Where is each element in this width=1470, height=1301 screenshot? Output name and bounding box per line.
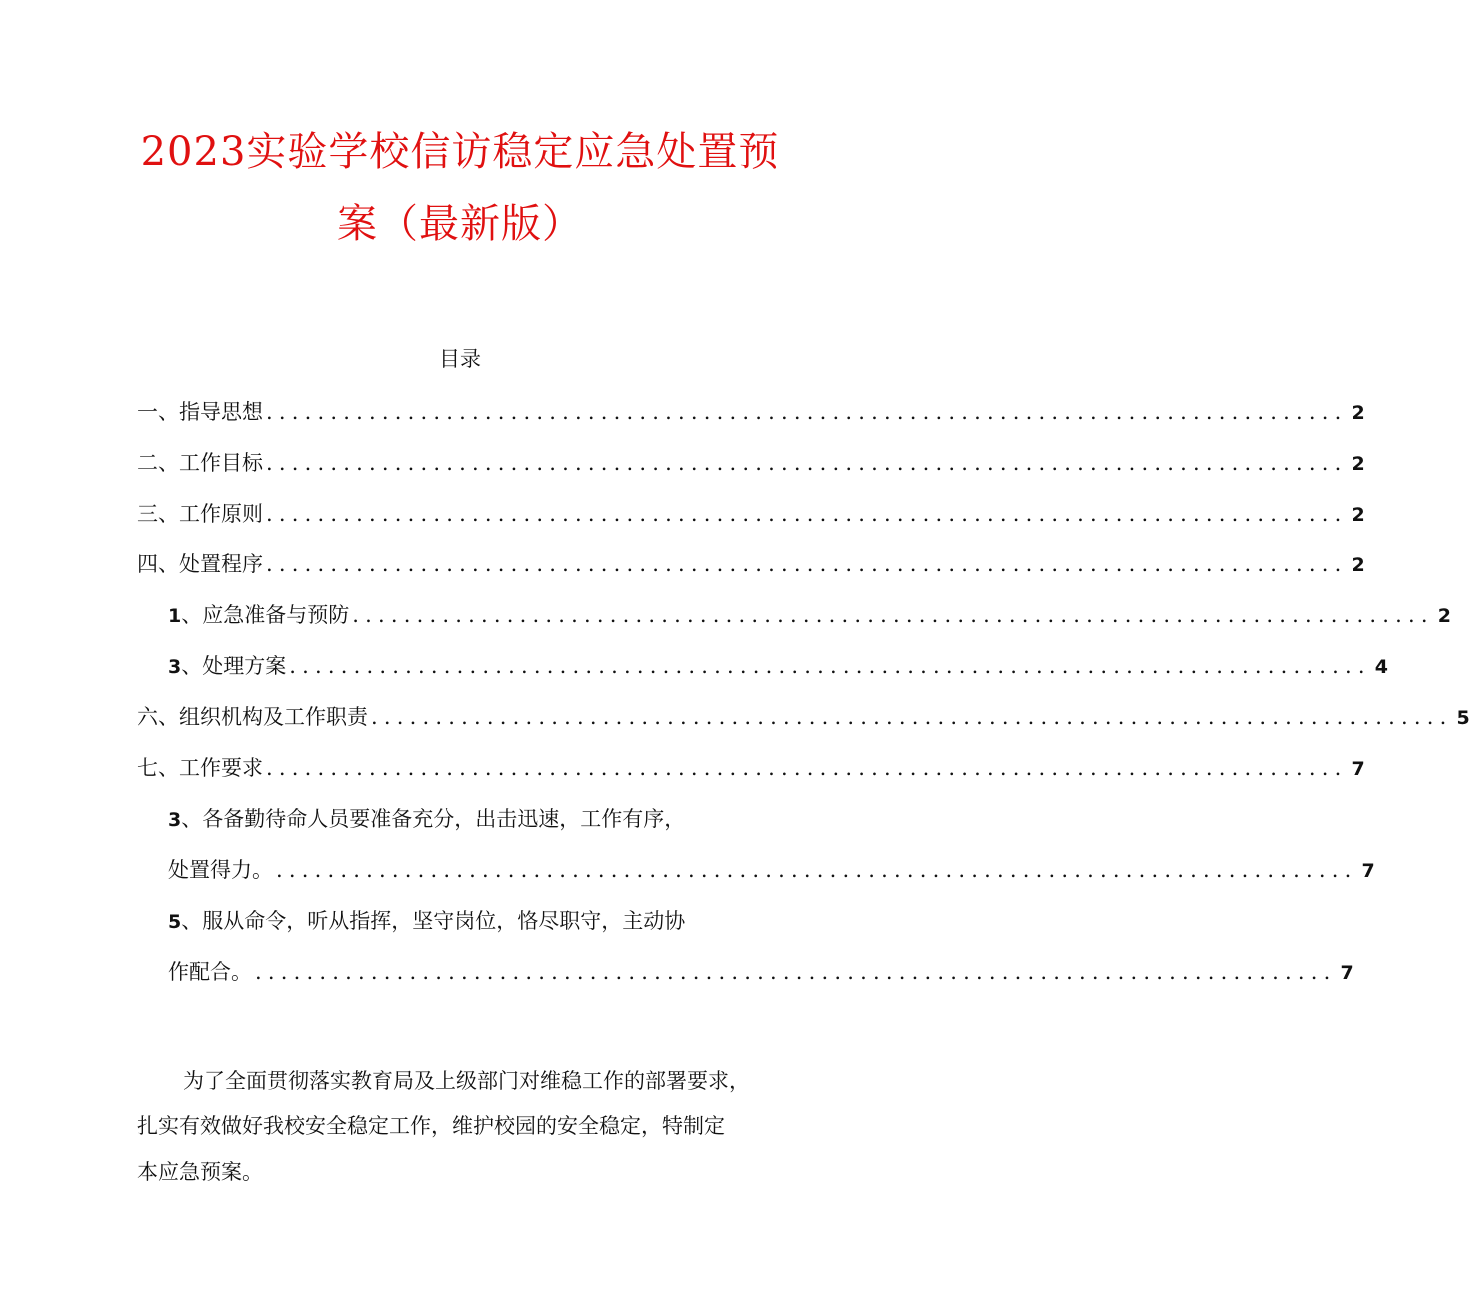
toc-page-number: 5 (1456, 707, 1470, 729)
toc-entry-text: 、服从命令，听从指挥，坚守岗位，恪尽职守，主动协 (181, 909, 686, 933)
toc-entry-number: 1 (168, 605, 182, 627)
toc-entry[interactable] (137, 551, 1365, 577)
body-paragraph-line: 为了全面贯彻落实教育局及上级部门对维稳工作的部署要求， (183, 1069, 750, 1093)
toc-entry-label: 六、组织机构及工作职责 (137, 705, 368, 729)
toc-dot-leader: .................................................................................... (371, 705, 1453, 729)
toc-dot-leader: .................................................................................... (255, 960, 1337, 984)
body-paragraph-line: 扎实有效做好我校安全稳定工作，维护校园的安全稳定，特制定 (137, 1114, 725, 1138)
toc-entry-label (168, 653, 286, 680)
toc-entry[interactable] (168, 602, 1451, 628)
toc-entry[interactable] (168, 653, 1388, 679)
toc-page-number: 2 (1351, 402, 1365, 424)
toc-entry-number: 3 (168, 809, 182, 831)
toc-entry-label: 四、处置程序 (137, 552, 263, 576)
toc-entry-number: 3 (168, 656, 182, 678)
toc-entry-label (168, 602, 349, 629)
toc-entry-label: 处置得力。 (168, 858, 273, 882)
toc-entry-continuation[interactable] (168, 959, 1354, 985)
toc-dot-leader: .................................................................................... (266, 552, 1348, 576)
toc-entry-label: 三、工作原则 (137, 502, 263, 526)
body-paragraph-line: 本应急预案。 (137, 1160, 263, 1184)
toc-entry-label: 七、工作要求 (137, 756, 263, 780)
toc-entry-text: 、处理方案 (181, 654, 287, 678)
toc-entry-first-line[interactable] (168, 908, 685, 935)
toc-dot-leader: .................................................................................... (266, 756, 1348, 780)
toc-entry-first-line[interactable] (168, 806, 685, 833)
document-title-line-1: 2023实验学校信访稳定应急处置预 (140, 129, 780, 175)
toc-entry[interactable] (137, 755, 1365, 781)
document-title-line-2: 案（最新版） (337, 201, 583, 247)
toc-dot-leader: .................................................................................... (276, 858, 1358, 882)
toc-entry[interactable] (137, 704, 1470, 730)
toc-page-number: 2 (1437, 605, 1451, 627)
toc-entry[interactable] (137, 399, 1365, 425)
toc-dot-leader: .................................................................................... (266, 451, 1348, 475)
toc-entry-label: 作配合。 (168, 960, 252, 984)
toc-dot-leader: .................................................................................... (352, 603, 1434, 627)
toc-page-number: 2 (1351, 554, 1365, 576)
toc-dot-leader: .................................................................................... (289, 654, 1371, 678)
toc-entry[interactable] (137, 501, 1365, 527)
toc-entry-number: 5 (168, 911, 182, 933)
toc-dot-leader: .................................................................................... (266, 502, 1348, 526)
toc-heading: 目录 (439, 347, 481, 371)
toc-entry-label: 一、指导思想 (137, 400, 263, 424)
toc-dot-leader: .................................................................................... (266, 400, 1348, 424)
toc-page-number: 2 (1351, 504, 1365, 526)
toc-page-number: 2 (1351, 453, 1365, 475)
toc-entry-label: 二、工作目标 (137, 451, 263, 475)
toc-page-number: 4 (1374, 656, 1388, 678)
toc-entry-text: 、各备勤待命人员要准备充分，出击迅速，工作有序， (181, 807, 686, 831)
toc-entry-text: 、应急准备与预防 (181, 603, 350, 627)
toc-entry[interactable] (137, 450, 1365, 476)
toc-page-number: 7 (1351, 758, 1365, 780)
toc-entry-continuation[interactable] (168, 857, 1375, 883)
toc-page-number: 7 (1361, 860, 1375, 882)
toc-page-number: 7 (1340, 962, 1354, 984)
